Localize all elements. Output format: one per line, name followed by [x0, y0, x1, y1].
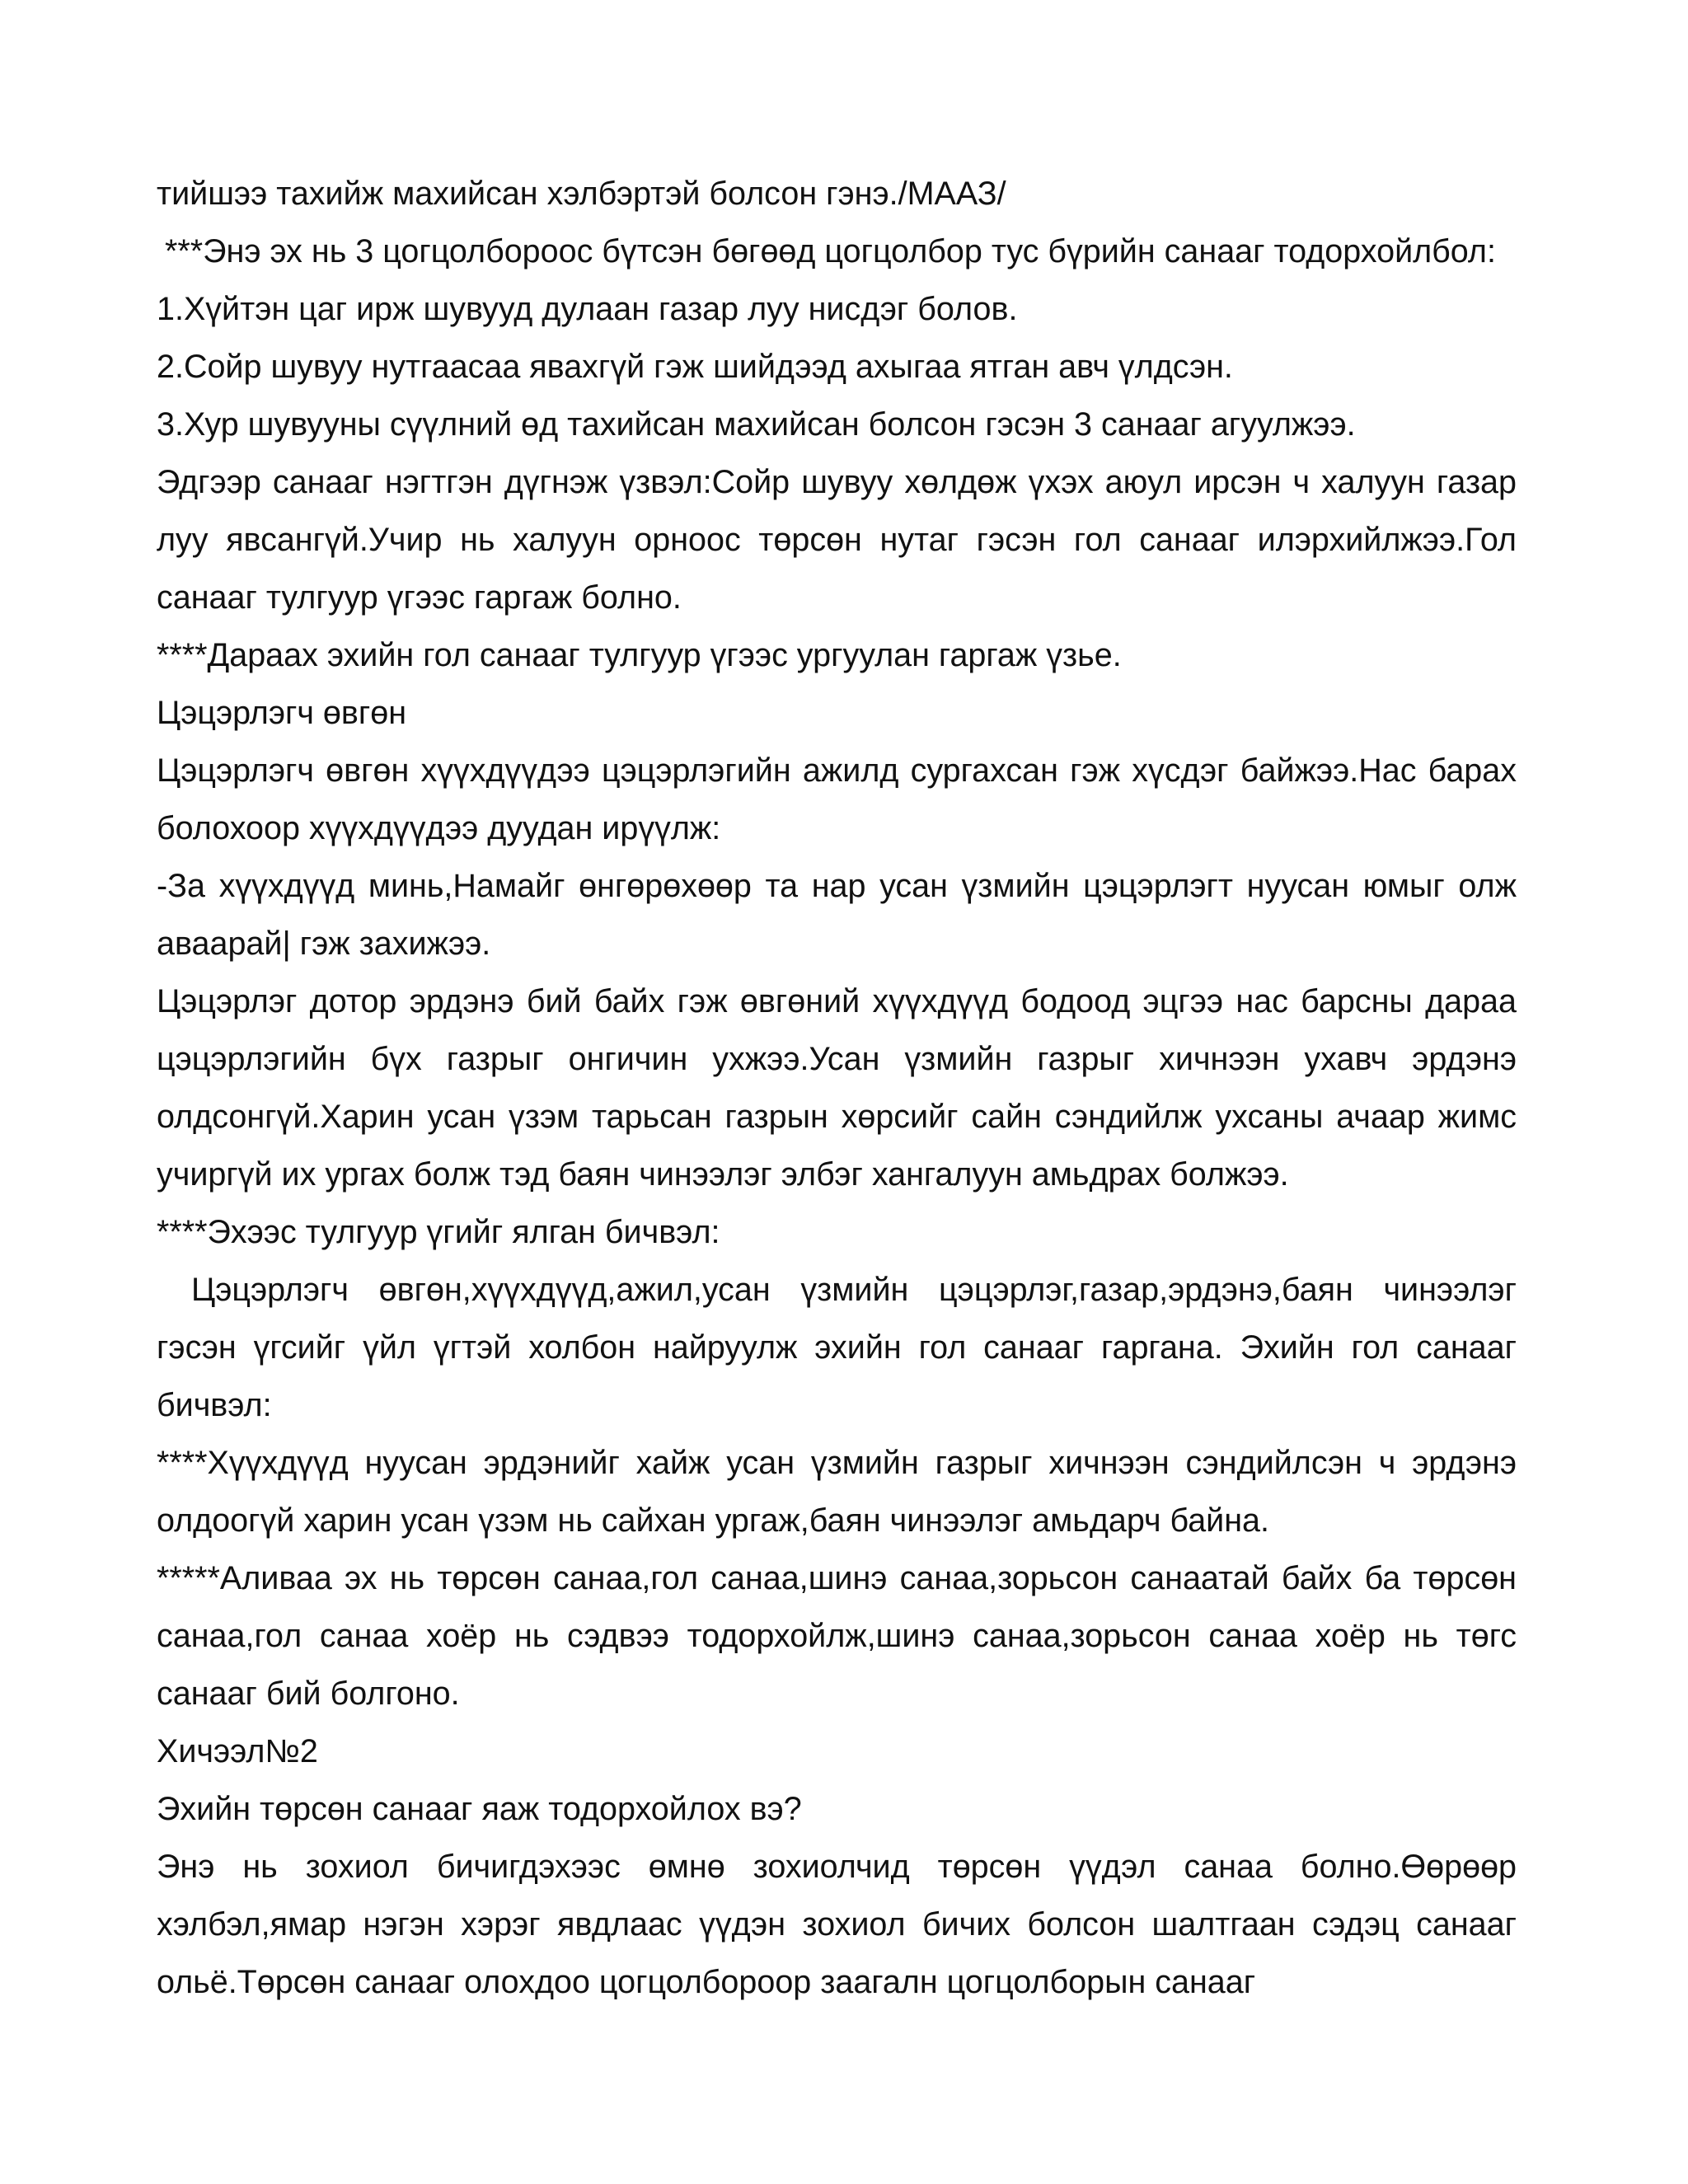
story-title: Цэцэрлэгч өвгөн	[157, 695, 407, 731]
paragraph-15: Энэ нь зохиол бичигдэхээс өмнө зохиолчид төрсөн үүдэл санаа болно.Өөрөөр хэлбэл,ямар нэгэн хэрэг явдлаас үүдэн зохиол бичих болсон шалтгаан сэдэц санааг ольё.Төрсөн санааг олохдоо цогцолбороор заагалн цогцолборын санааг	[157, 1849, 1517, 2000]
document-body	[157, 165, 1517, 2011]
paragraph-11: ****Эхээс тулгуур үгийг ялган бичвэл:	[157, 1214, 720, 1250]
paragraph-9: -За хүүхдүүд минь,Намайг өнгөрөхөөр та нар усан үзмийн цэцэрлэгт нуусан юмыг олж аваарай| гэж захижээ.	[157, 868, 1517, 962]
lesson-subheading: Эхийн төрсөн санааг яаж тодорхойлох вэ?	[157, 1791, 802, 1827]
paragraph-12: Цэцэрлэгч өвгөн,хүүхдүүд,ажил,усан үзмийн цэцэрлэг,газар,эрдэнэ,баян чинээлэг гэсэн үгсийг үйл үгтэй холбон найруулж эхийн гол санааг гаргана. Эхийн гол санааг бичвэл:	[157, 1272, 1517, 1423]
paragraph-7: ****Дараах эхийн гол санааг тулгуур үгээс ургуулан гаргаж үзье.	[157, 637, 1122, 673]
paragraph-5: 3.Хур шувууны сүүлний өд тахийсан махийсан болсон гэсэн 3 санааг агуулжээ.	[157, 406, 1356, 443]
paragraph-8: Цэцэрлэгч өвгөн хүүхдүүдээ цэцэрлэгийн ажилд сургахсан гэж хүсдэг байжээ.Нас барах болохоор хүүхдүүдээ дуудан ирүүлж:	[157, 752, 1517, 846]
paragraph-4: 2.Сойр шувуу нутгаасаа явахгүй гэж шийдээд ахыгаа ятган авч үлдсэн.	[157, 349, 1233, 385]
paragraph-13: ****Хүүхдүүд нуусан эрдэнийг хайж усан үзмийн газрыг хичнээн сэндийлсэн ч эрдэнэ олдоогүй харин усан үзэм нь сайхан ургаж,баян чинээлэг амьдарч байна.	[157, 1445, 1517, 1539]
paragraph-2: ***Энэ эх нь 3 цогцолбороос бүтсэн бөгөөд цогцолбор тус бүрийн санааг тодорхойлбол:	[165, 233, 1496, 269]
paragraph-3: 1.Хүйтэн цаг ирж шувууд дулаан газар луу нисдэг болов.	[157, 291, 1018, 327]
lesson-heading: Хичээл№2	[157, 1733, 318, 1769]
paragraph-14: *****Аливаа эх нь төрсөн санаа,гол санаа,шинэ санаа,зорьсон санаатай байх ба төрсөн санаа,гол санаа хоёр нь сэдвээ тодорхойлж,шинэ санаа,зорьсон санаа хоёр нь төгс санааг бий болгоно.	[157, 1560, 1517, 1712]
paragraph-10: Цэцэрлэг дотор эрдэнэ бий байх гэж өвгөний хүүхдүүд бодоод эцгээ нас барсны дараа цэцэрлэгийн бүх газрыг онгичин ухжээ.Усан үзмийн газрыг хичнээн ухавч эрдэнэ олдсонгүй.Харин усан үзэм тарьсан газрын хөрсийг сайн сэндийлж ухсаны ачаар жимс учиргүй их ургах болж тэд баян чинээлэг элбэг хангалуун амьдрах болжээ.	[157, 983, 1517, 1193]
paragraph-6: Эдгээр санааг нэгтгэн дүгнэж үзвэл:Сойр шувуу хөлдөж үхэх аюул ирсэн ч халуун газар луу явсангүй.Учир нь халуун орноос төрсөн нутаг гэсэн гол санааг илэрхийлжээ.Гол санааг тулгуур үгээс гаргаж болно.	[157, 464, 1517, 616]
paragraph-1: тийшээ тахийж махийсан хэлбэртэй болсон гэнэ./МААЗ/	[157, 176, 1006, 212]
